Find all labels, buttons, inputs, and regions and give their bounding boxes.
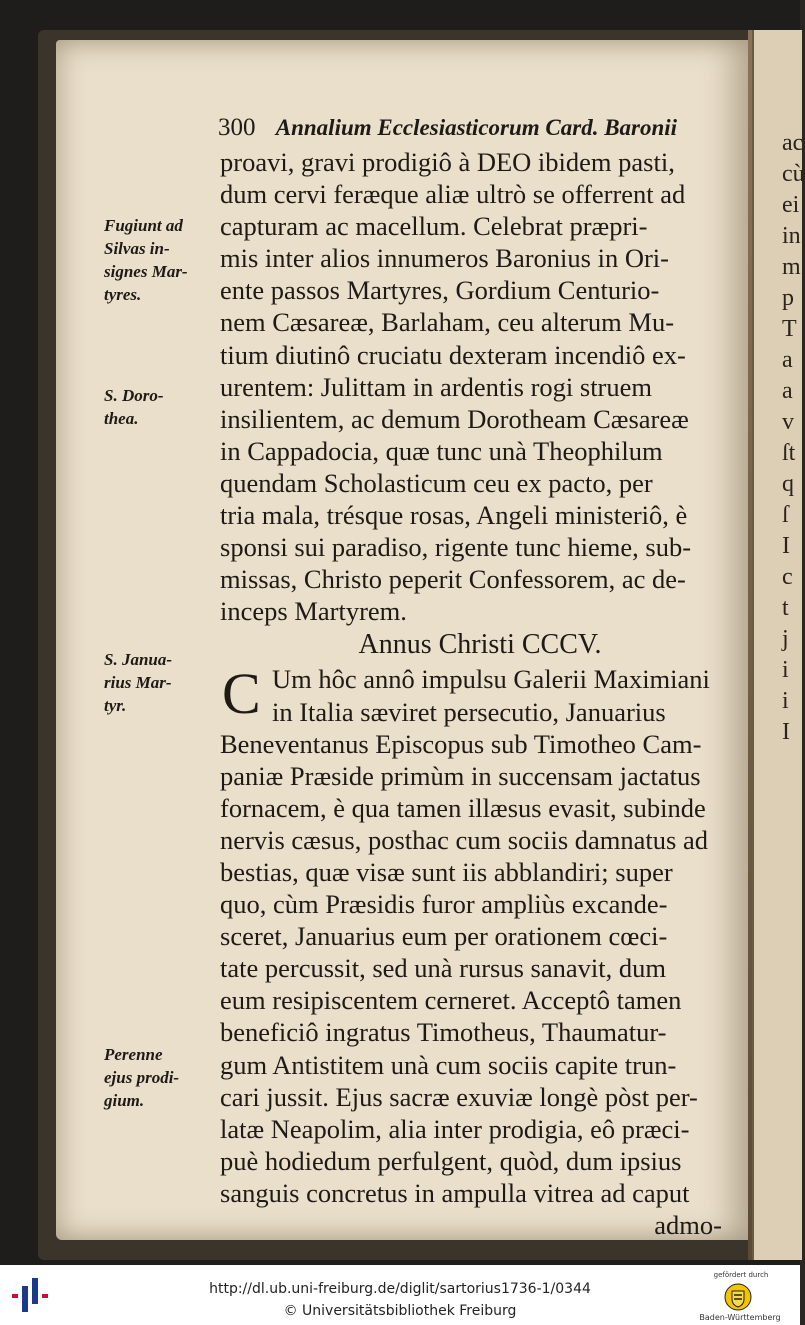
text-line: gum Antistitem unà cum sociis capite trun-: [220, 1049, 677, 1080]
text-line: bestias, quæ visæ sunt iis abblandiri; super: [220, 856, 673, 887]
facing-page-fragment: cù: [782, 161, 805, 187]
page-body: [220, 146, 740, 1241]
text-line: Beneventanus Episcopus sub Timotheo Cam-: [220, 728, 702, 759]
page-number: 300: [218, 114, 256, 141]
text-line: ente passos Martyres, Gordium Centurio-: [220, 275, 660, 306]
text-line: tium diutinô cruciatu dexteram incendiô ex-: [220, 339, 686, 370]
facing-page-fragment: ſ: [782, 502, 789, 528]
text-line: in Cappadocia, quæ tunc unà Theophilum: [220, 435, 663, 466]
facing-page-fragment: j: [782, 626, 789, 652]
margin-note-line: gium.: [104, 1091, 145, 1110]
text-line: inceps Martyrem.: [220, 596, 407, 627]
facing-page-fragment: ac: [782, 130, 804, 156]
text-line: mis inter alios innumeros Baronius in Ori-: [220, 243, 669, 274]
permalink-url[interactable]: http://dl.ub.uni-freiburg.de/diglit/sartorius1736-1/0344: [209, 1281, 591, 1297]
drop-initial: C: [222, 661, 261, 727]
text-line: tria mala, trésque rosas, Angeli ministeriô, è: [220, 500, 688, 531]
paragraph-1: [220, 146, 740, 627]
facing-page-fragment: a: [782, 347, 793, 373]
margin-note-line: tyres.: [104, 285, 142, 304]
text-line: nervis cæsus, posthac cum sociis damnatus ad: [220, 824, 708, 855]
section-heading: Annus Christi CCCV.: [358, 629, 602, 661]
margin-note-line: S. Janua-: [104, 650, 173, 669]
sponsor-caption: gefördert durch: [713, 1271, 769, 1279]
text-line: Um hôc annô impulsu Galerii Maximiani: [272, 664, 710, 695]
facing-page-fragment: p: [782, 285, 794, 311]
crest-icon: [724, 1283, 752, 1311]
text-line: fornacem, è qua tamen illæsus evasit, subinde: [220, 792, 706, 823]
copyright-notice: © Universitätsbibliothek Freiburg: [283, 1303, 517, 1319]
facing-page-fragment: t: [782, 595, 789, 621]
facing-page-fragment: ſt: [782, 440, 796, 466]
margin-note-line: thea.: [104, 409, 139, 428]
facing-page-fragment: T: [782, 316, 797, 342]
text-line: dum cervi feræque aliæ ultrò se offerrent ad: [220, 179, 686, 210]
sponsor-name: Baden-Württemberg: [699, 1313, 781, 1322]
facing-page-strip: [752, 30, 805, 1260]
margin-note-line: S. Doro-: [104, 386, 164, 405]
facing-page-fragment: c: [782, 564, 793, 590]
facing-page-fragment: v: [782, 409, 794, 435]
margin-note-line: Fugiunt ad: [104, 216, 183, 235]
facing-page-fragment: i: [782, 688, 789, 714]
margin-note-line: tyr.: [104, 696, 127, 715]
text-line: cari jussit. Ejus sacræ exuviæ longè pòst per-: [220, 1081, 698, 1112]
margin-note: [104, 384, 214, 430]
margin-note-line: ejus prodi-: [104, 1068, 180, 1087]
paragraph-2: [220, 663, 740, 1209]
text-line: eum resipiscentem cerneret. Acceptô tamen: [220, 985, 682, 1016]
margin-note-line: signes Mar-: [104, 262, 188, 281]
text-line: insilientem, ac demum Dorotheam Cæsareæ: [220, 403, 689, 434]
text-line: urentem: Julittam in ardentis rogi struem: [220, 371, 653, 402]
running-title: Annalium Ecclesiasticorum Card. Baronii: [275, 115, 678, 140]
facing-page-fragment: I: [782, 533, 790, 559]
text-line: nem Cæsareæ, Barlaham, ceu alterum Mu-: [220, 307, 675, 338]
facing-page-fragment: m: [782, 254, 801, 280]
margin-note: [104, 214, 214, 306]
text-line: puè hodiedum perfulgent, quòd, dum ipsius: [220, 1145, 682, 1176]
facing-page-fragment: ei: [782, 192, 800, 218]
text-line: beneficiô ingratus Timotheus, Thaumatur-: [220, 1017, 667, 1048]
text-line: proavi, gravi prodigiô à DEO ibidem pasti,: [220, 147, 675, 177]
facing-page-fragment: a: [782, 378, 793, 404]
facing-page-fragment: q: [782, 471, 794, 497]
facing-page-fragment: i: [782, 657, 789, 683]
text-line: sanguis concretus in ampulla vitrea ad caput: [220, 1177, 690, 1208]
text-line: paniæ Præside primùm in succensam jactatus: [220, 760, 701, 791]
facing-page-fragment: I: [782, 719, 790, 745]
text-line: latæ Neapolim, alia inter prodigia, eô præci-: [220, 1113, 690, 1144]
margin-note-line: Perenne: [104, 1045, 163, 1064]
page-header: [218, 114, 677, 142]
margin-note-line: Silvas in-: [104, 239, 170, 258]
margin-note-line: rius Mar-: [104, 673, 172, 692]
text-line: sceret, Januarius eum per orationem cœci-: [220, 921, 668, 952]
text-line: sponsi sui paradiso, rigente tunc hieme, sub-: [220, 532, 692, 563]
text-line: in Italia sæviret persecutio, Januarius: [272, 696, 666, 727]
text-line: quendam Scholasticum ceu ex pacto, per: [220, 467, 653, 498]
facing-page-fragment: in: [782, 223, 801, 249]
margin-note: [104, 648, 214, 717]
text-line: capturam ac macellum. Celebrat præpri-: [220, 211, 648, 242]
text-line: tate percussit, sed unà rursus sanavit, dum: [220, 953, 666, 984]
text-line: missas, Christo peperit Confessorem, ac de-: [220, 564, 686, 595]
text-line: quo, cùm Præsidis furor ampliùs excande-: [220, 889, 668, 920]
margin-note: [104, 1043, 214, 1112]
catchword: admo-: [654, 1210, 722, 1240]
